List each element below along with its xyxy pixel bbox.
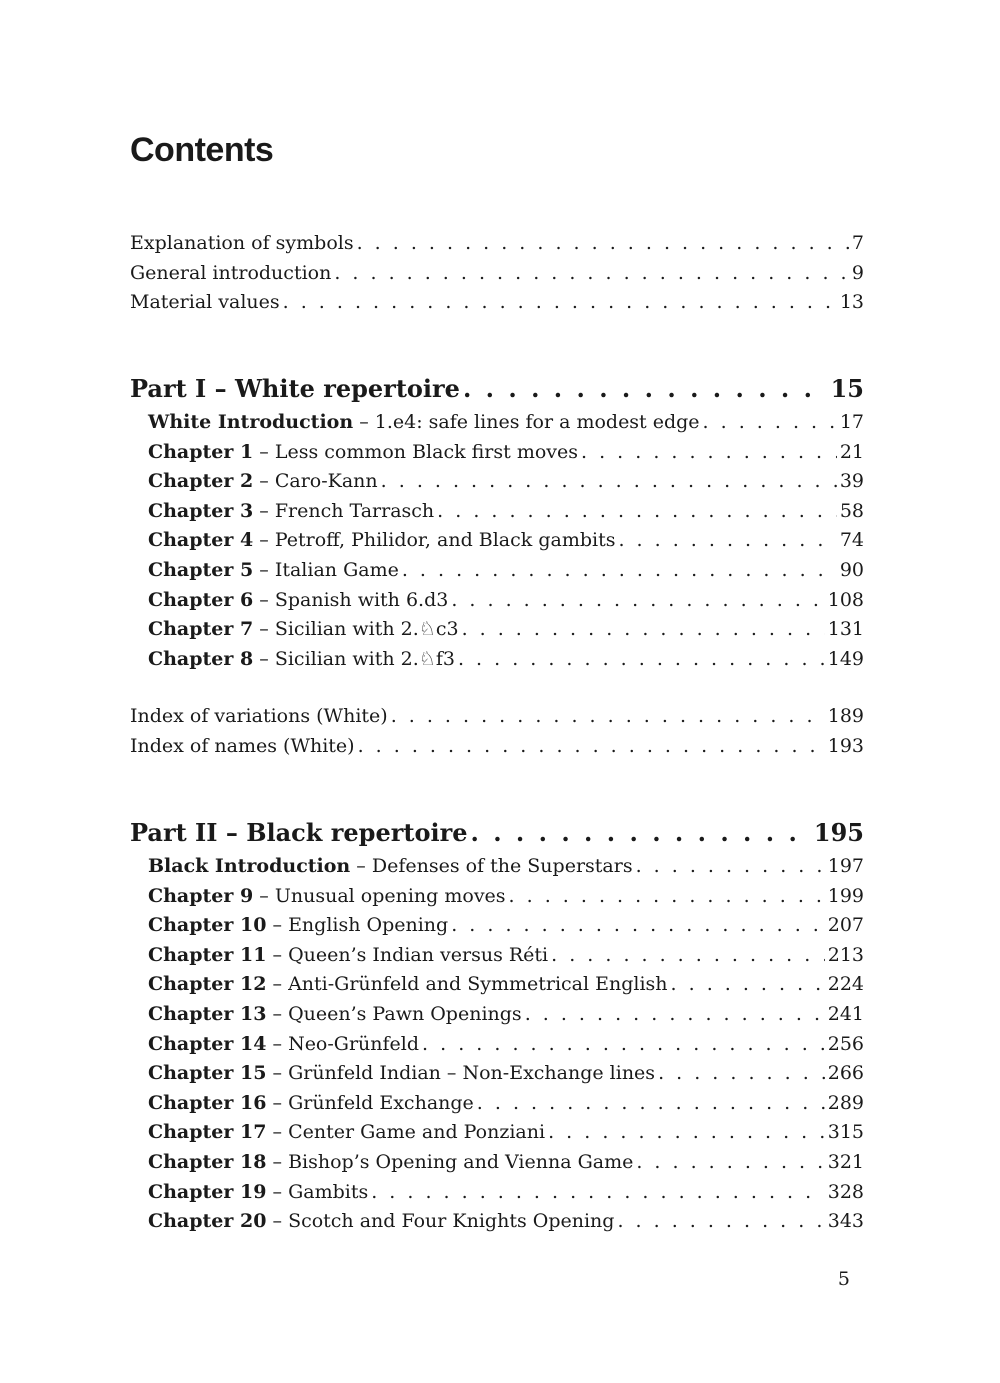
dot-leader <box>283 288 837 318</box>
separator: – <box>253 529 275 552</box>
separator: – <box>253 618 275 641</box>
chapter-entry[interactable] <box>130 586 864 616</box>
chapter-title: Queen’s Indian versus Réti <box>288 943 549 966</box>
dot-leader <box>463 370 828 408</box>
toc-entry[interactable] <box>130 259 864 289</box>
chapter-number: Chapter 20 <box>148 1210 267 1233</box>
toc-entry[interactable] <box>130 229 864 259</box>
chapter-number: Chapter 17 <box>148 1121 267 1144</box>
separator: – <box>253 588 275 611</box>
chapter-entry[interactable] <box>130 1207 864 1237</box>
dot-leader <box>358 732 825 762</box>
chapter-entry[interactable] <box>130 1178 864 1208</box>
chapter-title: Anti-Grünfeld and Symmetrical English <box>288 973 668 996</box>
toc-entry-label: Index of variations (White) <box>130 705 388 727</box>
toc-entry[interactable] <box>130 288 864 318</box>
chapter-page: 266 <box>827 1062 864 1085</box>
chapter-title: Sicilian with 2.♘c3 <box>274 618 459 641</box>
chapter-title: English Opening <box>288 914 449 937</box>
dot-leader <box>422 1030 825 1060</box>
chapter-title: Sicilian with 2.♘f3 <box>274 647 455 670</box>
chapter-number: Chapter 4 <box>148 529 254 552</box>
chapter-title: Defenses of the Superstars <box>371 855 633 877</box>
separator: – <box>266 943 289 966</box>
part-2-heading[interactable] <box>130 814 864 852</box>
chapter-entry[interactable] <box>130 615 864 645</box>
chapter-entry[interactable] <box>130 882 864 912</box>
chapter-page: 321 <box>827 1150 864 1173</box>
chapter-page: 213 <box>827 943 864 966</box>
toc-entry-page: 9 <box>851 261 864 284</box>
chapter-entry[interactable] <box>130 408 864 438</box>
separator: – <box>266 1121 289 1144</box>
dot-leader <box>618 526 836 556</box>
chapter-page: 241 <box>827 1002 864 1025</box>
chapter-number: Chapter 15 <box>148 1062 267 1085</box>
separator: – <box>253 558 275 581</box>
chapter-title: 1.e4: safe lines for a modest edge <box>374 411 700 433</box>
dot-leader <box>371 1178 825 1208</box>
toc-entry-label: Index of names (White) <box>130 734 355 757</box>
dot-leader <box>451 586 824 616</box>
chapter-number: Chapter 12 <box>148 973 267 996</box>
chapter-entry[interactable] <box>130 645 864 675</box>
dot-leader <box>617 1207 824 1237</box>
chapter-number: Chapter 7 <box>148 618 254 641</box>
chapter-number: Chapter 1 <box>148 440 254 463</box>
chapter-title: Italian Game <box>274 558 399 581</box>
dot-leader <box>525 1000 825 1030</box>
part-title: Part II – Black repertoire <box>130 818 468 847</box>
page-number: 5 <box>837 1268 850 1290</box>
chapter-entry[interactable] <box>130 1000 864 1030</box>
chapter-entry[interactable] <box>130 1030 864 1060</box>
chapter-number: Chapter 16 <box>148 1091 267 1114</box>
chapter-entry[interactable] <box>130 497 864 527</box>
chapter-number: Chapter 6 <box>148 588 254 611</box>
separator: – <box>266 1091 289 1114</box>
dot-leader <box>437 497 837 527</box>
chapter-page: 90 <box>839 558 864 581</box>
chapter-number: White Introduction <box>148 411 354 433</box>
dot-leader <box>581 438 837 468</box>
toc-entry-label: Explanation of symbols <box>130 232 354 254</box>
separator: – <box>266 1180 289 1203</box>
chapter-number: Chapter 5 <box>148 558 254 581</box>
chapter-page: 343 <box>827 1210 864 1233</box>
chapter-page: 315 <box>827 1121 864 1144</box>
toc-entry[interactable] <box>130 732 864 762</box>
chapter-number: Chapter 8 <box>148 647 254 670</box>
chapter-page: 197 <box>827 855 864 877</box>
chapter-page: 108 <box>827 588 864 611</box>
dot-leader <box>458 645 825 675</box>
chapter-entry[interactable] <box>130 941 864 971</box>
dot-leader <box>636 852 825 882</box>
chapter-page: 256 <box>827 1032 864 1055</box>
chapter-title: Less common Black first moves <box>274 440 578 463</box>
chapter-page: 58 <box>839 499 864 522</box>
part-2-section <box>130 814 864 1237</box>
separator: – <box>253 499 275 522</box>
chapter-entry[interactable] <box>130 852 864 882</box>
chapter-number: Chapter 3 <box>148 499 254 522</box>
chapter-number: Chapter 14 <box>148 1032 267 1055</box>
chapter-title: Queen’s Pawn Openings <box>288 1002 522 1025</box>
part-page: 15 <box>830 374 864 403</box>
chapter-number: Chapter 9 <box>148 884 254 907</box>
chapter-title: Unusual opening moves <box>274 884 506 907</box>
separator: – <box>266 973 289 996</box>
chapter-page: 131 <box>827 618 864 641</box>
chapter-page: 17 <box>839 411 864 433</box>
chapter-entry[interactable] <box>130 1059 864 1089</box>
separator: – <box>266 1032 289 1055</box>
chapter-page: 224 <box>827 973 864 996</box>
chapter-title: Grünfeld Indian – Non-Exchange lines <box>288 1062 656 1085</box>
chapter-entry[interactable] <box>130 1089 864 1119</box>
toc-entry-page: 189 <box>827 705 864 727</box>
toc-entry[interactable] <box>130 702 864 732</box>
dot-leader <box>703 408 837 438</box>
chapter-number: Chapter 11 <box>148 943 267 966</box>
separator: – <box>253 884 275 907</box>
dot-leader <box>357 229 849 259</box>
chapter-entry[interactable] <box>130 1118 864 1148</box>
separator: – <box>353 411 375 433</box>
dot-leader <box>471 814 811 852</box>
dot-leader <box>477 1089 825 1119</box>
chapter-title: Grünfeld Exchange <box>288 1091 474 1114</box>
chapter-number: Chapter 2 <box>148 470 254 493</box>
front-matter-list <box>130 229 864 318</box>
separator: – <box>266 1150 289 1173</box>
dot-leader <box>658 1059 825 1089</box>
separator: – <box>266 1210 289 1233</box>
separator: – <box>266 1002 289 1025</box>
toc-entry-page: 193 <box>827 734 864 757</box>
dot-leader <box>334 259 849 289</box>
toc-entry-page: 13 <box>839 291 864 314</box>
chapter-entry[interactable] <box>130 911 864 941</box>
part-1-indexes <box>130 702 864 761</box>
dot-leader <box>548 1118 825 1148</box>
toc-entry-label: Material values <box>130 291 280 314</box>
dot-leader <box>551 941 825 971</box>
chapter-number: Chapter 10 <box>148 914 267 937</box>
toc-entry-page: 7 <box>851 232 864 254</box>
chapter-page: 149 <box>827 647 864 670</box>
dot-leader <box>451 911 825 941</box>
chapter-title: Petroff, Philidor, and Black gambits <box>274 529 616 552</box>
chapter-page: 74 <box>839 529 864 552</box>
chapter-entry[interactable] <box>130 526 864 556</box>
separator: – <box>253 470 275 493</box>
chapter-entry[interactable] <box>130 438 864 468</box>
chapter-title: Caro-Kann <box>274 470 378 493</box>
chapter-title: Spanish with 6.d3 <box>274 588 449 611</box>
chapter-page: 289 <box>827 1091 864 1114</box>
chapter-page: 207 <box>827 914 864 937</box>
dot-leader <box>509 882 825 912</box>
dot-leader <box>402 556 837 586</box>
chapter-entry[interactable] <box>130 1148 864 1178</box>
toc-entry-label: General introduction <box>130 261 332 284</box>
dot-leader <box>381 467 837 497</box>
part-title: Part I – White repertoire <box>130 374 460 403</box>
part-1-heading[interactable] <box>130 370 864 408</box>
chapter-title: Bishop’s Opening and Vienna Game <box>288 1150 634 1173</box>
chapter-number: Black Introduction <box>148 855 351 877</box>
separator: – <box>253 440 275 463</box>
part-page: 195 <box>813 818 864 847</box>
chapter-number: Chapter 19 <box>148 1180 267 1203</box>
chapter-title: French Tarrasch <box>274 499 435 522</box>
chapter-title: Scotch and Four Knights Opening <box>288 1210 615 1233</box>
chapter-entry[interactable] <box>130 970 864 1000</box>
chapter-title: Neo-Grünfeld <box>288 1032 420 1055</box>
dot-leader <box>391 702 825 732</box>
dot-leader <box>462 615 825 645</box>
chapter-number: Chapter 13 <box>148 1002 267 1025</box>
chapter-page: 328 <box>827 1180 864 1203</box>
chapter-title: Center Game and Ponziani <box>288 1121 546 1144</box>
chapter-entry[interactable] <box>130 467 864 497</box>
separator: – <box>266 914 289 937</box>
chapter-page: 199 <box>827 884 864 907</box>
separator: – <box>253 647 275 670</box>
separator: – <box>350 855 372 877</box>
chapter-number: Chapter 18 <box>148 1150 267 1173</box>
separator: – <box>266 1062 289 1085</box>
chapter-title: Gambits <box>288 1180 369 1203</box>
part-1-section <box>130 370 864 674</box>
chapter-page: 21 <box>839 440 864 463</box>
dot-leader <box>636 1148 824 1178</box>
chapter-entry[interactable] <box>130 556 864 586</box>
page-title: Contents <box>130 131 274 169</box>
dot-leader <box>671 970 825 1000</box>
chapter-page: 39 <box>839 470 864 493</box>
